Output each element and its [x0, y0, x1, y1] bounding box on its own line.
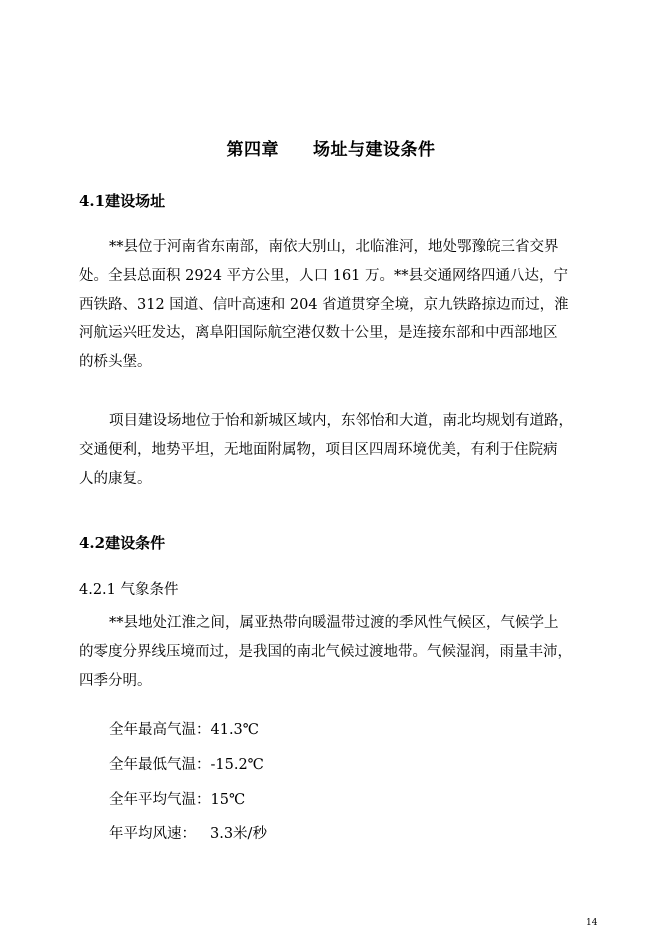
stat-wind-speed	[109, 822, 267, 843]
stat-label: 全年最高气温：	[109, 722, 211, 738]
paragraph-line: 西铁路、312 国道、信叶高速和 204 省道贯穿全境，京九铁路掠边而过，淮	[79, 296, 569, 313]
stat-label: 全年最低气温：	[109, 757, 211, 773]
stat-value: -15.2℃	[210, 757, 264, 773]
paragraph-line: 河航运兴旺发达，离阜阳国际航空港仅数十公里，是连接东部和中西部地区	[79, 325, 558, 342]
paragraph-line: 交通便利，地势平坦，无地面附属物，项目区四周环境优美，有利于住院病	[79, 441, 558, 458]
paragraph-line: 的桥头堡。	[79, 354, 152, 371]
paragraph-line: **县地处江淮之间，属亚热带向暖温带过渡的季风性气候区，气候学上	[109, 615, 559, 631]
paragraph-line: 的零度分界线压境而过，是我国的南北气候过渡地带。气候湿润，雨量丰沛，	[79, 643, 572, 660]
stat-min-temp	[109, 753, 264, 774]
paragraph-climate	[79, 609, 591, 695]
paragraph-line: 四季分明。	[79, 672, 152, 689]
paragraph-line: 处。全县总面积 2924 平方公里，人口 161 万。**县交通网络四通八达，宁	[79, 267, 569, 284]
page-number: 14	[586, 918, 598, 928]
section-heading-4-1: 4.1建设场址	[79, 192, 166, 210]
stat-avg-temp	[109, 788, 245, 809]
stat-value: 15℃	[210, 792, 246, 808]
chapter-number: 第四章	[226, 140, 279, 160]
paragraph-location	[79, 233, 591, 377]
paragraph-line: 人的康复。	[79, 470, 152, 487]
section-heading-4-2: 4.2建设条件	[79, 534, 166, 552]
paragraph-line: **县位于河南省东南部，南依大别山，北临淮河，地处鄂豫皖三省交界	[109, 239, 559, 255]
paragraph-line: 项目建设场地位于怡和新城区域内，东邻怡和大道，南北均规划有道路，	[109, 413, 573, 429]
subsection-heading-4-2-1: 4.2.1 气象条件	[79, 582, 179, 598]
stat-value: 41.3℃	[210, 722, 260, 738]
stat-max-temp	[109, 718, 259, 739]
chapter-title-text: 场址与建设条件	[313, 140, 436, 160]
stat-label: 年平均风速：	[109, 826, 196, 842]
chapter-title	[0, 135, 662, 160]
stat-label: 全年平均气温：	[109, 792, 211, 808]
paragraph-site	[79, 407, 591, 493]
stat-value: 3.3米/秒	[210, 826, 267, 842]
